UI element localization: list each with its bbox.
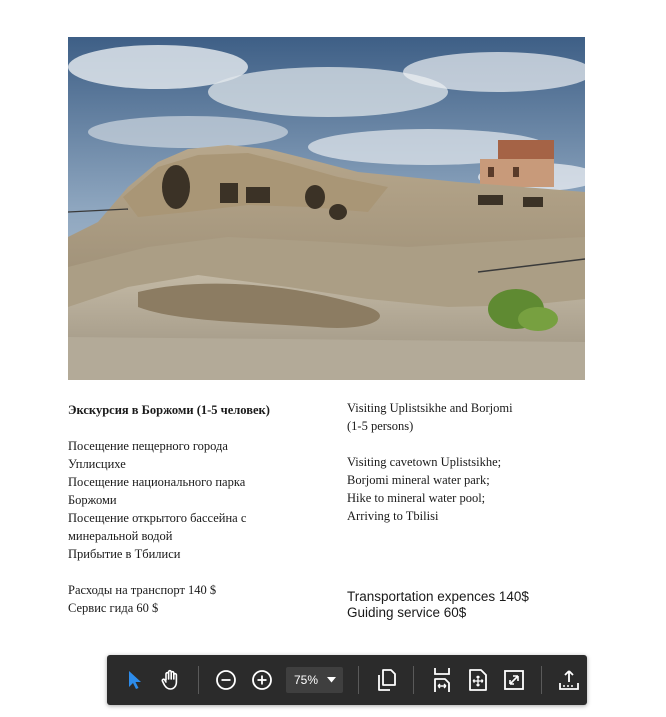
en-item: Arriving to Tbilisi (347, 509, 439, 523)
toolbar-divider (541, 666, 542, 694)
hand-icon (159, 668, 183, 692)
ru-item: Посещение национального парка (68, 475, 246, 489)
ru-item: Прибытие в Тбилиси (68, 547, 181, 561)
ru-item: Посещение открытого бассейна с (68, 511, 247, 525)
en-cost-guide: Guiding service 60$ (347, 605, 467, 620)
ru-item: Боржоми (68, 493, 117, 507)
fullscreen-icon (503, 669, 525, 691)
toolbar-divider (358, 666, 359, 694)
en-title-line: Visiting Uplistsikhe and Borjomi (347, 401, 513, 415)
en-item: Visiting cavetown Uplistsikhe; (347, 455, 502, 469)
select-tool-button[interactable] (119, 664, 149, 696)
en-item: Borjomi mineral water park; (347, 473, 490, 487)
cave-town-photo (68, 37, 585, 380)
en-cost-transport: Transportation expences 140$ (347, 589, 529, 604)
fullscreen-button[interactable] (499, 664, 529, 696)
page-layout-icon (375, 668, 397, 692)
viewer-toolbar (107, 655, 587, 705)
fit-page-button[interactable] (463, 664, 493, 696)
ru-item: минеральной водой (68, 529, 173, 543)
zoom-level-value: 75% (293, 673, 319, 687)
zoom-in-icon (251, 669, 273, 691)
page-layout-button[interactable] (371, 664, 401, 696)
ru-tour-title: Экскурсия в Боржоми (1-5 человек) (68, 403, 270, 417)
fit-width-button[interactable] (426, 664, 456, 696)
upload-button[interactable] (554, 664, 584, 696)
zoom-out-icon (215, 669, 237, 691)
en-title-line: (1-5 persons) (347, 419, 414, 433)
ru-item: Уплисцихе (68, 457, 126, 471)
toolbar-divider (198, 666, 199, 694)
fit-width-icon (431, 667, 453, 693)
zoom-in-button[interactable] (247, 664, 277, 696)
upload-icon (557, 668, 581, 692)
en-item: Hike to mineral water pool; (347, 491, 486, 505)
zoom-out-button[interactable] (211, 664, 241, 696)
en-tour-title (347, 399, 582, 435)
russian-description (68, 401, 318, 617)
ru-cost-transport: Расходы на транспорт 140 $ (68, 583, 217, 597)
ru-item: Посещение пещерного города (68, 439, 228, 453)
english-description (347, 399, 582, 621)
ru-cost-guide: Сервис гида 60 $ (68, 601, 159, 615)
zoom-level-select[interactable] (286, 667, 343, 693)
cave-town-image (68, 37, 585, 380)
select-arrow-icon (125, 669, 145, 691)
fit-page-icon (467, 668, 489, 692)
toolbar-divider (413, 666, 414, 694)
hand-tool-button[interactable] (156, 664, 186, 696)
chevron-down-icon (327, 677, 336, 683)
